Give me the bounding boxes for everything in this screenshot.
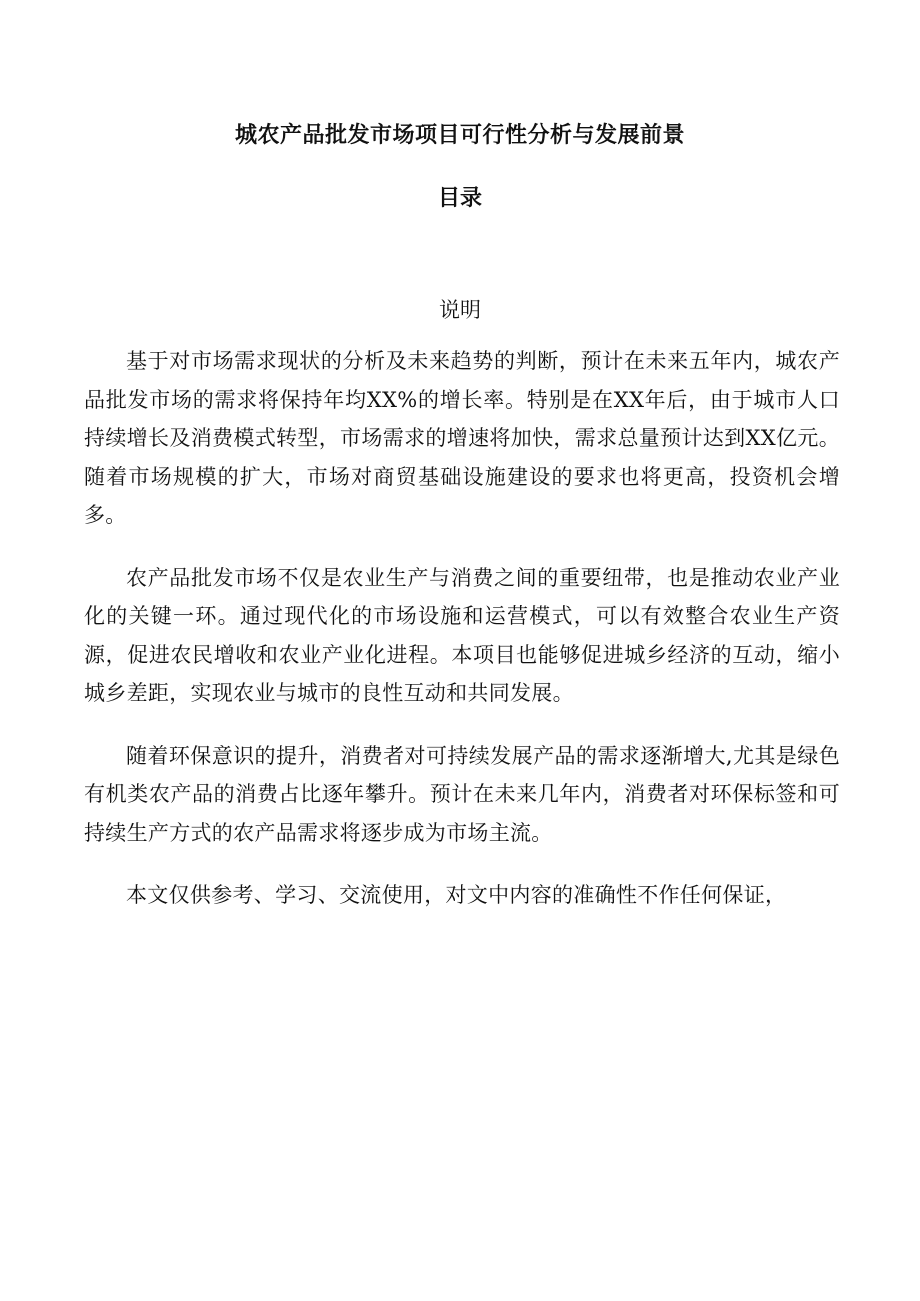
toc-heading: 目录 [437, 185, 482, 211]
paragraph-4: 本文仅供参考、学习、交流使用，对文中内容的准确性不作任何保证， [126, 883, 787, 907]
paragraph-2: 农产品批发市场不仅是农业生产与消费之间的重要纽带，也是推动农业产业化的关键一环。通过现代化的市场设施和运营模式，可以有效整合农业生产资源，促进农民增收和农业产业化进程。本项目也能够促进城乡经济的互动，缩小城乡差距，实现农业与城市的良性互动和共同发展。 [84, 565, 840, 705]
paragraph-1: 基于对市场需求现状的分析及未来趋势的判断，预计在未来五年内，城农产品批发市场的需求将保持年均XX%的增长率。特别是在XX年后，由于城市人口持续增长及消费模式转型，市场需求的增速将加快，需求总量预计达到XX亿元。随着市场规模的扩大，市场对商贸基础设施建设的要求也将更高，投资机会增多。 [84, 349, 840, 527]
section-heading: 说明 [439, 298, 481, 322]
document-title: 城农产品批发市场项目可行性分析与发展前景 [234, 122, 685, 148]
paragraph-3: 随着环保意识的提升，消费者对可持续发展产品的需求逐渐增大,尤其是绿色有机类农产品的消费占比逐年攀升。预计在未来几年内，消费者对环保标签和可持续生产方式的农产品需求将逐步成为市场主流。 [84, 743, 840, 845]
document-body [84, 342, 840, 939]
